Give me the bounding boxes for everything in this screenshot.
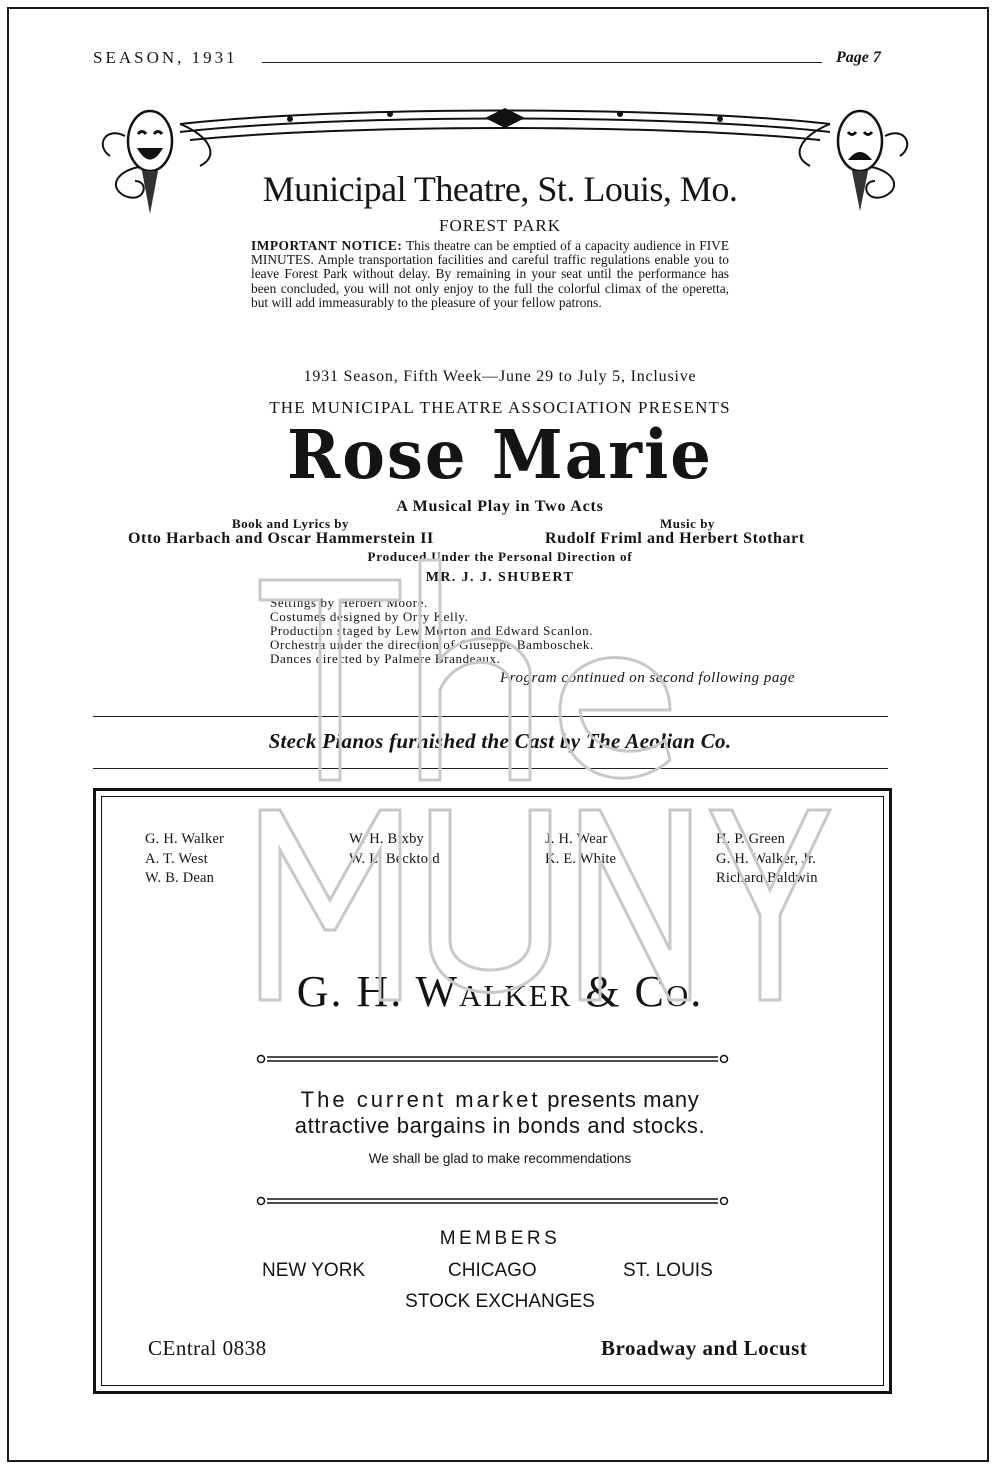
- produced-by-line: Produced Under the Personal Direction of: [367, 549, 633, 564]
- credit-line: Settings by Herbert Moore.: [270, 595, 428, 610]
- partner-name: Richard Baldwin: [716, 870, 818, 886]
- decorative-rule: [255, 1194, 730, 1208]
- producer-name: MR. J. J. SHUBERT: [425, 570, 575, 585]
- partner-name: G. H. Walker: [145, 831, 225, 847]
- partner-name: A. T. West: [145, 850, 208, 867]
- program-continued-note: Program continued on second following page: [500, 670, 795, 686]
- partner-name: K. E. White: [545, 850, 617, 867]
- stock-exchanges: STOCK EXCHANGES: [405, 1291, 595, 1312]
- credit-line: Orchestra under the direction of Giuseppe Bamboschek.: [270, 637, 594, 652]
- important-notice: [251, 239, 729, 310]
- header-rule: [262, 62, 822, 63]
- city-st-louis: ST. LOUIS: [623, 1260, 713, 1281]
- book-lyrics-label: Book and Lyrics by: [232, 516, 350, 531]
- recommendation-note: We shall be glad to make recommendations: [368, 1151, 632, 1166]
- show-subtitle: A Musical Play in Two Acts: [396, 498, 604, 515]
- partner-name: W. H. Bixby: [349, 831, 424, 847]
- season-header: SEASON, 1931: [93, 48, 238, 67]
- partners-column: [716, 830, 818, 889]
- members-heading: MEMBERS: [439, 1228, 561, 1249]
- market-line: [0, 1087, 1000, 1113]
- page-number: Page 7: [836, 49, 881, 66]
- divider-rule: [93, 768, 888, 769]
- notice-lead: IMPORTANT NOTICE:: [251, 238, 403, 253]
- partner-name: W. B. Dean: [145, 870, 215, 886]
- presents-line: THE MUNICIPAL THEATRE ASSOCIATION PRESENTS: [269, 398, 731, 417]
- city-chicago: CHICAGO: [448, 1260, 537, 1281]
- partners-column: [349, 830, 440, 869]
- firm-name: G. H. Walker & Co.: [296, 967, 704, 1016]
- book-authors: Otto Harbach and Oscar Hammerstein II: [128, 530, 434, 547]
- street-address: Broadway and Locust: [601, 1336, 808, 1360]
- decorative-rule: [255, 1052, 730, 1066]
- partner-name: G. H. Walker, Jr.: [716, 850, 817, 867]
- partners-column: [545, 830, 616, 869]
- credit-line: Production staged by Lew Morton and Edward Scanlon.: [270, 623, 594, 638]
- theatre-title: Municipal Theatre, St. Louis, Mo.: [262, 169, 738, 209]
- pianos-note: Steck Pianos furnished the Cast by The Aeolian Co.: [268, 729, 732, 753]
- phone-number: CEntral 0838: [148, 1336, 267, 1360]
- notice-body: This theatre can be emptied of a capacity audience in FIVE MINUTES. Ample transportation facilities and careful traffic regulations enable you to leave Forest Park without delay. By remaining in your seat until the performance has been concluded, you will not only enjoy to the full the colorful climax of the operetta, but will add immeasurably to the pleasure of your fellow patrons.: [251, 238, 730, 310]
- partners-column: [145, 830, 224, 889]
- credit-line: Costumes designed by Orry Kelly.: [270, 609, 469, 624]
- music-authors: Rudolf Friml and Herbert Stothart: [545, 530, 805, 547]
- market-line-rest: presents many: [547, 1087, 700, 1112]
- market-line: attractive bargains in bonds and stocks.: [294, 1113, 706, 1138]
- divider-rule: [93, 716, 888, 717]
- city-new-york: NEW YORK: [262, 1260, 366, 1281]
- market-text: [0, 1087, 1000, 1139]
- partner-name: W. L. Becktold: [349, 850, 440, 867]
- season-week-line: 1931 Season, Fifth Week—June 29 to July 5, Inclusive: [303, 368, 697, 385]
- partner-name: H. P. Green: [716, 831, 786, 847]
- show-title: Rose Marie: [287, 416, 713, 495]
- music-label: Music by: [660, 516, 715, 531]
- partner-name: J. H. Wear: [545, 831, 608, 847]
- production-credits: [270, 596, 594, 666]
- credit-line: Dances directed by Palmere Brandeaux.: [270, 651, 501, 666]
- market-line-spaced: The current market: [300, 1087, 541, 1112]
- theatre-location: FOREST PARK: [438, 216, 562, 235]
